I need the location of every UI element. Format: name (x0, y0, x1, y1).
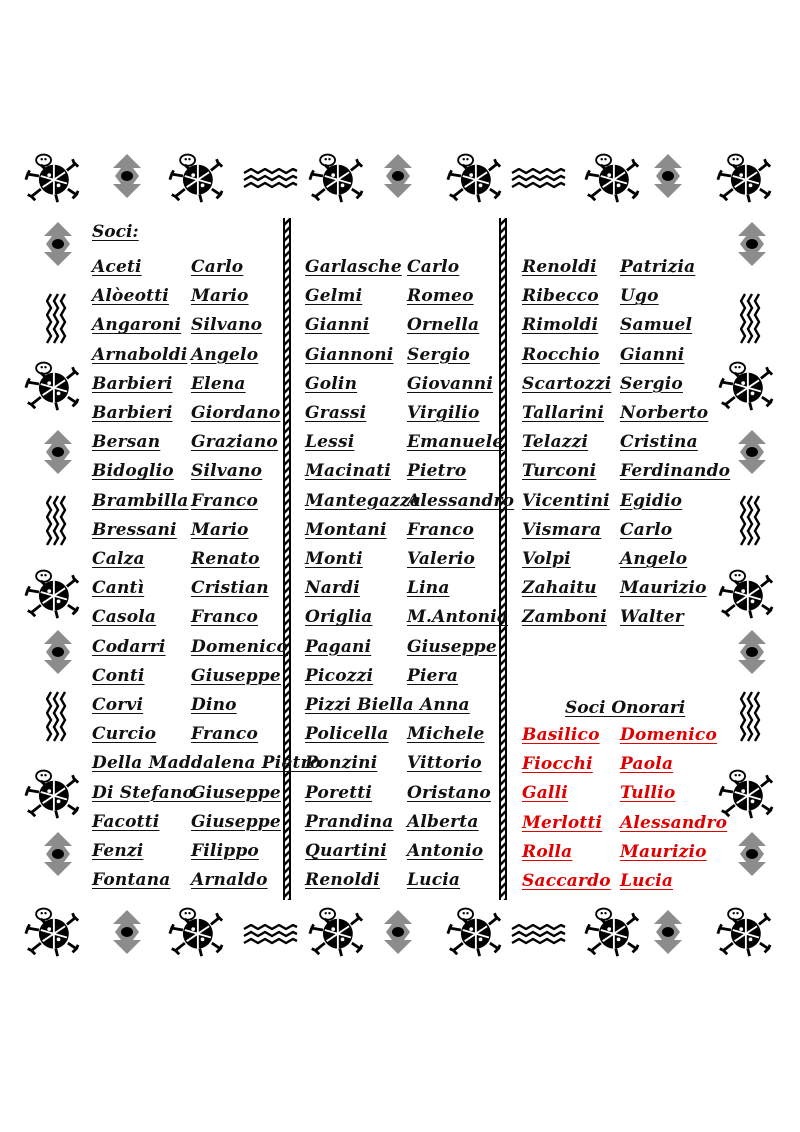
member-surname: Rocchio (522, 344, 600, 365)
wave-icon (510, 168, 566, 190)
member-surname: Turconi (522, 461, 597, 482)
member-firstname: Ornella (407, 315, 480, 336)
member-firstname: Giovanni (407, 373, 493, 394)
member-surname: Gelmi (305, 286, 363, 307)
member-surname: Rolla (522, 841, 573, 862)
member-surname: Scartozzi (522, 373, 612, 394)
member-firstname: Carlo (407, 257, 460, 277)
member-surname: Facotti (92, 811, 160, 832)
member-surname: Giannoni (305, 344, 394, 365)
member-surname: Monti (305, 549, 363, 569)
member-surname: Picozzi (305, 665, 374, 686)
member-surname: Galli (522, 783, 568, 804)
member-surname: Macinati (305, 461, 391, 482)
member-firstname: Giordano (191, 403, 281, 423)
member-firstname: Alessandro (620, 812, 728, 833)
member-firstname: Dino (191, 695, 237, 715)
member-firstname: Alberta (407, 811, 479, 832)
diamond-icon (384, 154, 412, 198)
member-firstname: Maurizio (620, 578, 707, 599)
member-surname: Quartini (305, 841, 387, 861)
member-firstname: Piera (407, 665, 459, 686)
member-firstname: M.Antonia (407, 607, 509, 628)
turtle-icon (716, 902, 772, 958)
member-firstname: Franco (191, 724, 258, 745)
turtle-icon (24, 564, 80, 620)
wave-icon (740, 494, 762, 546)
member-firstname: Lina (407, 578, 450, 599)
member-surname: Bersan (92, 432, 161, 453)
member-firstname: Alessandro (407, 490, 515, 511)
member-firstname: Angelo (191, 344, 259, 365)
diamond-icon (654, 154, 682, 198)
member-firstname: Gianni (620, 344, 685, 365)
member-surname: Zahaitu (522, 578, 597, 599)
member-surname: Bressani (92, 519, 177, 540)
member-surname: Pagani (305, 636, 372, 657)
member-surname: Merlotti (522, 812, 603, 833)
member-firstname: Filippo (191, 841, 259, 861)
turtle-icon (446, 902, 502, 958)
member-firstname: Sergio (407, 344, 470, 365)
member-firstname: Ferdinando (620, 461, 731, 482)
turtle-icon (308, 148, 364, 204)
member-surname: Mantegazza (305, 490, 422, 511)
member-surname: Cantì (92, 578, 145, 599)
member-surname: Volpi (522, 549, 571, 569)
member-firstname: Samuel (620, 315, 693, 336)
soci-heading: Soci: (92, 222, 139, 242)
member-firstname: Franco (407, 519, 474, 540)
member-surname: Codarri (92, 636, 166, 657)
member-surname: Barbieri (92, 373, 173, 394)
member-firstname: Graziano (191, 432, 278, 453)
honorary-heading: Soci Onorari (565, 698, 686, 718)
member-surname: Alòeotti (92, 286, 169, 307)
member-firstname: Maurizio (620, 841, 707, 862)
wave-icon (46, 494, 68, 546)
member-firstname: Valerio (407, 549, 476, 569)
member-surname: Di Stefano (92, 782, 195, 803)
member-firstname: Franco (191, 607, 258, 628)
member-firstname: Giuseppe (407, 636, 497, 657)
turtle-icon (168, 902, 224, 958)
member-firstname: Mario (191, 519, 249, 540)
turtle-icon (24, 902, 80, 958)
member-firstname: Cristina (620, 432, 698, 453)
diamond-icon (44, 222, 72, 266)
diamond-icon (738, 832, 766, 876)
member-surname: Telazzi (522, 432, 589, 453)
member-firstname: Lucia (620, 871, 674, 891)
member-firstname: Virgilio (407, 403, 480, 423)
turtle-icon (584, 902, 640, 958)
member-firstname: Giuseppe (191, 782, 281, 803)
member-firstname: Elena (191, 373, 246, 394)
member-firstname: Norberto (620, 403, 709, 423)
turtle-icon (718, 564, 774, 620)
member-surname: Casola (92, 607, 157, 628)
diamond-icon (44, 832, 72, 876)
turtle-icon (718, 356, 774, 412)
member-firstname: Antonio (407, 841, 484, 861)
member-firstname: Renato (191, 549, 260, 569)
member-surname: Rimoldi (522, 315, 599, 336)
member-firstname: Domenico (191, 636, 288, 657)
member-firstname: Cristian (191, 578, 269, 599)
member-firstname: Pietro (407, 461, 467, 482)
diamond-icon (654, 910, 682, 954)
member-surname: Angaroni (92, 315, 182, 336)
diamond-icon (738, 430, 766, 474)
turtle-icon (584, 148, 640, 204)
diamond-icon (113, 154, 141, 198)
member-surname: Della Maddalena Pietro (92, 753, 322, 774)
member-firstname: Paola (620, 754, 674, 775)
member-firstname: Vittorio (407, 753, 482, 774)
member-surname: Gianni (305, 315, 370, 336)
diamond-icon (113, 910, 141, 954)
wave-icon (740, 690, 762, 742)
member-firstname: Michele (407, 724, 485, 745)
member-surname: Renoldi (305, 870, 380, 891)
member-firstname: Ugo (620, 286, 659, 307)
member-firstname: Silvano (191, 315, 263, 336)
member-surname: Calza (92, 549, 145, 569)
member-firstname: Arnaldo (191, 870, 268, 891)
member-surname: Bidoglio (92, 461, 174, 482)
diamond-icon (738, 630, 766, 674)
turtle-icon (24, 764, 80, 820)
member-firstname: Giuseppe (191, 811, 281, 832)
member-firstname: Domenico (620, 725, 717, 745)
diamond-icon (44, 430, 72, 474)
turtle-icon (718, 764, 774, 820)
member-firstname: Tullio (620, 783, 676, 804)
member-surname: Vismara (522, 519, 602, 540)
member-surname: Montani (305, 519, 387, 540)
member-surname: Origlia (305, 607, 373, 628)
member-firstname: Carlo (191, 257, 244, 277)
member-firstname: Giuseppe (191, 665, 281, 686)
member-firstname: Carlo (620, 519, 673, 540)
member-firstname: Lucia (407, 870, 461, 891)
member-firstname: Oristano (407, 782, 491, 803)
member-firstname: Sergio (620, 373, 683, 394)
member-surname: Nardi (305, 578, 360, 599)
column-separator (283, 218, 291, 900)
wave-icon (46, 690, 68, 742)
column-separator (499, 218, 507, 900)
member-surname: Saccardo (522, 871, 611, 891)
wave-icon (510, 924, 566, 946)
member-firstname: Patrizia (620, 257, 696, 277)
turtle-icon (716, 148, 772, 204)
turtle-icon (24, 356, 80, 412)
member-surname: Curcio (92, 724, 157, 745)
member-firstname: Emanuele (407, 432, 504, 453)
member-surname: Golin (305, 373, 358, 394)
diamond-icon (44, 630, 72, 674)
member-surname: Conti (92, 665, 145, 686)
member-surname: Policella (305, 724, 389, 745)
wave-icon (242, 924, 298, 946)
member-surname: Renoldi (522, 257, 597, 277)
member-surname: Ribecco (522, 286, 599, 307)
member-surname: Arnaboldi (92, 344, 188, 365)
member-surname: Grassi (305, 403, 367, 423)
member-surname: Fiocchi (522, 754, 593, 775)
member-surname: Zamboni (522, 607, 607, 628)
diamond-icon (738, 222, 766, 266)
member-surname: Pizzi Biella Anna (305, 695, 470, 715)
wave-icon (740, 292, 762, 344)
member-surname: Vicentini (522, 490, 610, 511)
member-surname: Basilico (522, 725, 600, 745)
member-surname: Prandina (305, 811, 394, 832)
member-surname: Ponzini (305, 753, 378, 774)
wave-icon (242, 168, 298, 190)
member-surname: Tallarini (522, 403, 605, 423)
member-surname: Fenzi (92, 841, 144, 861)
turtle-icon (308, 902, 364, 958)
turtle-icon (168, 148, 224, 204)
member-firstname: Egidio (620, 490, 683, 511)
member-firstname: Angelo (620, 549, 688, 569)
member-surname: Brambilla (92, 490, 189, 511)
member-surname: Aceti (92, 257, 142, 277)
wave-icon (46, 292, 68, 344)
member-surname: Fontana (92, 870, 171, 891)
member-surname: Lessi (305, 432, 355, 453)
member-surname: Barbieri (92, 403, 173, 423)
member-firstname: Mario (191, 286, 249, 307)
turtle-icon (24, 148, 80, 204)
member-surname: Garlasche (305, 257, 402, 277)
member-firstname: Franco (191, 490, 258, 511)
diamond-icon (384, 910, 412, 954)
member-firstname: Silvano (191, 461, 263, 482)
member-surname: Corvi (92, 695, 144, 715)
member-firstname: Walter (620, 607, 684, 628)
turtle-icon (446, 148, 502, 204)
member-surname: Poretti (305, 782, 373, 803)
member-firstname: Romeo (407, 286, 474, 307)
